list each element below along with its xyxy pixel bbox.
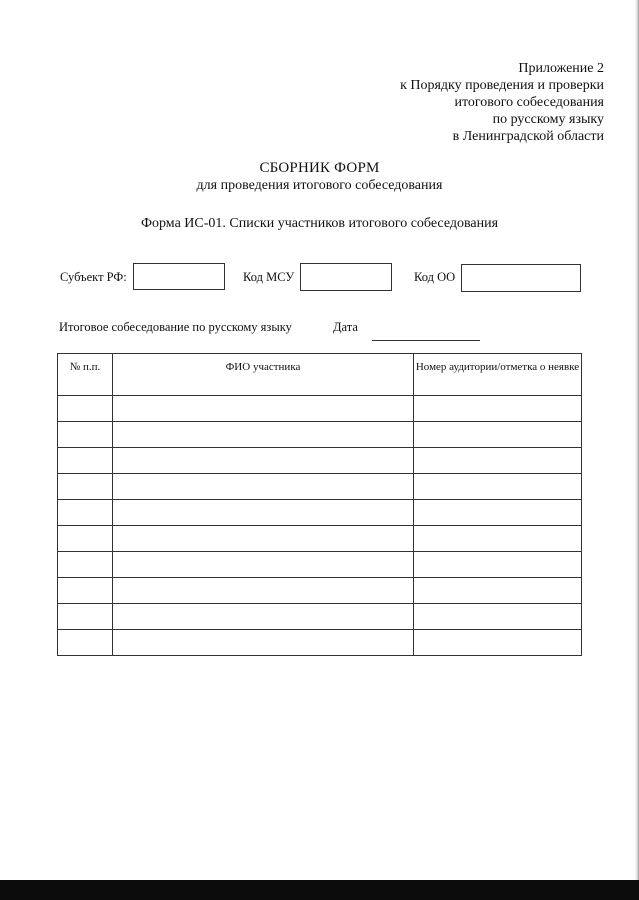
cell-room[interactable] (414, 604, 582, 630)
table-row (58, 396, 582, 422)
cell-name[interactable] (113, 630, 414, 656)
oo-code-field[interactable] (461, 264, 581, 292)
cell-name[interactable] (113, 422, 414, 448)
collection-subtitle: для проведения итогового собеседования (196, 178, 443, 193)
table-row (58, 526, 582, 552)
cell-name[interactable] (113, 578, 414, 604)
table-row (58, 448, 582, 474)
column-header-number: № п.п. (58, 354, 113, 396)
cell-room[interactable] (414, 630, 582, 656)
table-row (58, 604, 582, 630)
cell-room[interactable] (414, 422, 582, 448)
table-row (58, 474, 582, 500)
cell-room[interactable] (414, 500, 582, 526)
header-line: по русскому языку (492, 112, 604, 127)
cell-room[interactable] (414, 578, 582, 604)
cell-number[interactable] (58, 526, 113, 552)
cell-name[interactable] (113, 552, 414, 578)
cell-number[interactable] (58, 448, 113, 474)
cell-name[interactable] (113, 500, 414, 526)
subject-field[interactable] (133, 263, 225, 290)
cell-number[interactable] (58, 604, 113, 630)
cell-room[interactable] (414, 474, 582, 500)
cell-name[interactable] (113, 448, 414, 474)
cell-room[interactable] (414, 448, 582, 474)
scan-bottom-edge (0, 880, 639, 900)
column-header-name: ФИО участника (113, 354, 414, 396)
header-line: к Порядку проведения и проверки (400, 78, 604, 93)
table-row (58, 552, 582, 578)
cell-number[interactable] (58, 396, 113, 422)
cell-name[interactable] (113, 604, 414, 630)
cell-name[interactable] (113, 526, 414, 552)
table-row (58, 500, 582, 526)
date-field[interactable] (372, 340, 480, 341)
table-row (58, 630, 582, 656)
cell-name[interactable] (113, 396, 414, 422)
cell-number[interactable] (58, 552, 113, 578)
cell-room[interactable] (414, 396, 582, 422)
cell-number[interactable] (58, 578, 113, 604)
page-edge-shadow (635, 0, 639, 900)
cell-number[interactable] (58, 474, 113, 500)
interview-label: Итоговое собеседование по русскому языку (59, 320, 292, 334)
table-row (58, 422, 582, 448)
cell-number[interactable] (58, 422, 113, 448)
header-line: итогового собеседования (454, 95, 604, 110)
msu-label: Код МСУ (243, 270, 295, 284)
table-row (58, 578, 582, 604)
cell-number[interactable] (58, 630, 113, 656)
participants-table (57, 353, 582, 656)
cell-room[interactable] (414, 526, 582, 552)
table-header-row (58, 354, 582, 396)
collection-title: СБОРНИК ФОРМ (259, 160, 380, 176)
cell-room[interactable] (414, 552, 582, 578)
column-header-room: Номер аудитории/отметка о неявке (414, 354, 582, 396)
subject-label: Субъект РФ: (60, 270, 127, 284)
msu-code-field[interactable] (300, 263, 392, 291)
cell-number[interactable] (58, 500, 113, 526)
header-line: Приложение 2 (518, 61, 604, 76)
date-label: Дата (333, 320, 358, 334)
oo-label: Код ОО (414, 270, 456, 284)
header-line: в Ленинградской области (452, 129, 604, 144)
cell-name[interactable] (113, 474, 414, 500)
form-title: Форма ИС-01. Списки участников итогового собеседования (140, 216, 499, 231)
appendix-header (274, 60, 604, 145)
